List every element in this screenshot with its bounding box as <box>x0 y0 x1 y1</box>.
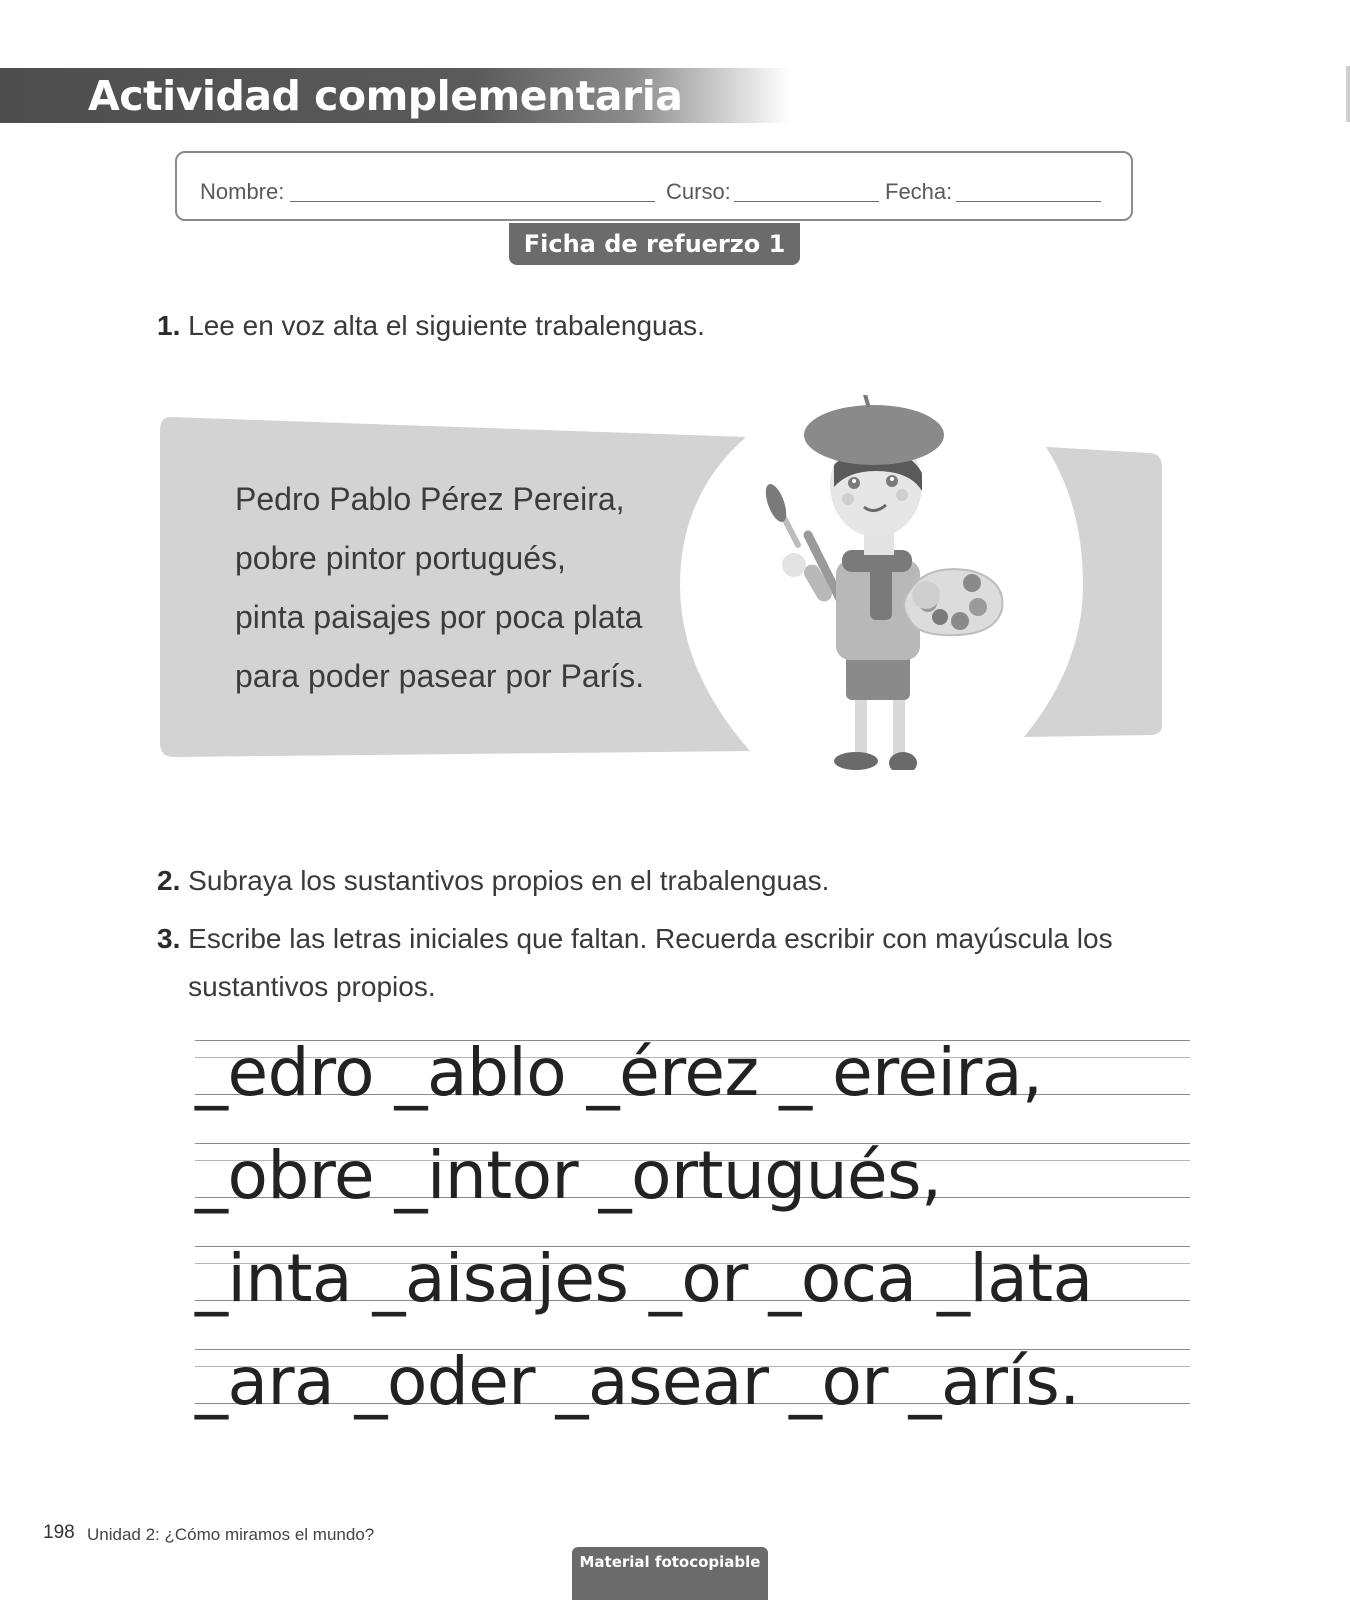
name-label: Nombre: <box>200 179 285 204</box>
ficha-badge: Ficha de refuerzo 1 <box>509 223 800 265</box>
poem-line: para poder pasear por París. <box>235 658 645 694</box>
question-number: 2. <box>157 865 181 896</box>
palette-icon <box>904 569 1002 635</box>
poem-line: Pedro Pablo Pérez Pereira, <box>235 481 625 517</box>
photocopiable-badge: Material fotocopiable <box>572 1547 768 1600</box>
writing-line-2[interactable] <box>195 1137 1190 1246</box>
writing-line-1[interactable] <box>195 1034 1190 1143</box>
edge-marker <box>1346 66 1350 122</box>
question-text: Lee en voz alta el siguiente trabalenguas. <box>188 310 705 341</box>
question-text: Subraya los sustantivos propios en el trabalenguas. <box>188 865 830 896</box>
question-2 <box>157 857 829 905</box>
date-label: Fecha: <box>885 179 953 204</box>
writing-line-text: _inta _aisajes _or _oca _lata <box>195 1240 1093 1317</box>
course-label: Curso: <box>666 179 731 204</box>
name-field[interactable] <box>290 201 655 202</box>
poem-line: pinta paisajes por poca plata <box>235 599 643 635</box>
question-number: 1. <box>157 310 181 341</box>
question-text: Escribe las letras iniciales que faltan. Recuerda escribir con mayúscula los <box>188 923 1113 954</box>
painter-illustration <box>762 395 1003 770</box>
question-1 <box>157 302 705 350</box>
date-field[interactable] <box>956 201 1101 202</box>
writing-line-4[interactable] <box>195 1343 1190 1452</box>
question-text-continued: sustantivos propios. <box>188 971 436 1002</box>
question-number: 3. <box>157 923 181 954</box>
page-number: 198 <box>43 1522 75 1543</box>
course-field[interactable] <box>734 201 879 202</box>
side-panel <box>1024 447 1162 737</box>
writing-line-text: _obre _intor _ortugués, <box>195 1137 942 1214</box>
unit-title: Unidad 2: ¿Cómo miramos el mundo? <box>87 1525 375 1544</box>
question-3 <box>157 915 1113 1011</box>
student-info-box <box>175 151 1133 221</box>
tongue-twister-text <box>235 470 644 706</box>
writing-line-text: _edro _ablo _érez _ ereira, <box>195 1034 1043 1111</box>
poem-line: pobre pintor portugués, <box>235 540 566 576</box>
writing-line-3[interactable] <box>195 1240 1190 1349</box>
page-title: Actividad complementaria <box>88 72 683 120</box>
writing-line-text: _ara _oder _asear _or _arís. <box>195 1343 1080 1420</box>
